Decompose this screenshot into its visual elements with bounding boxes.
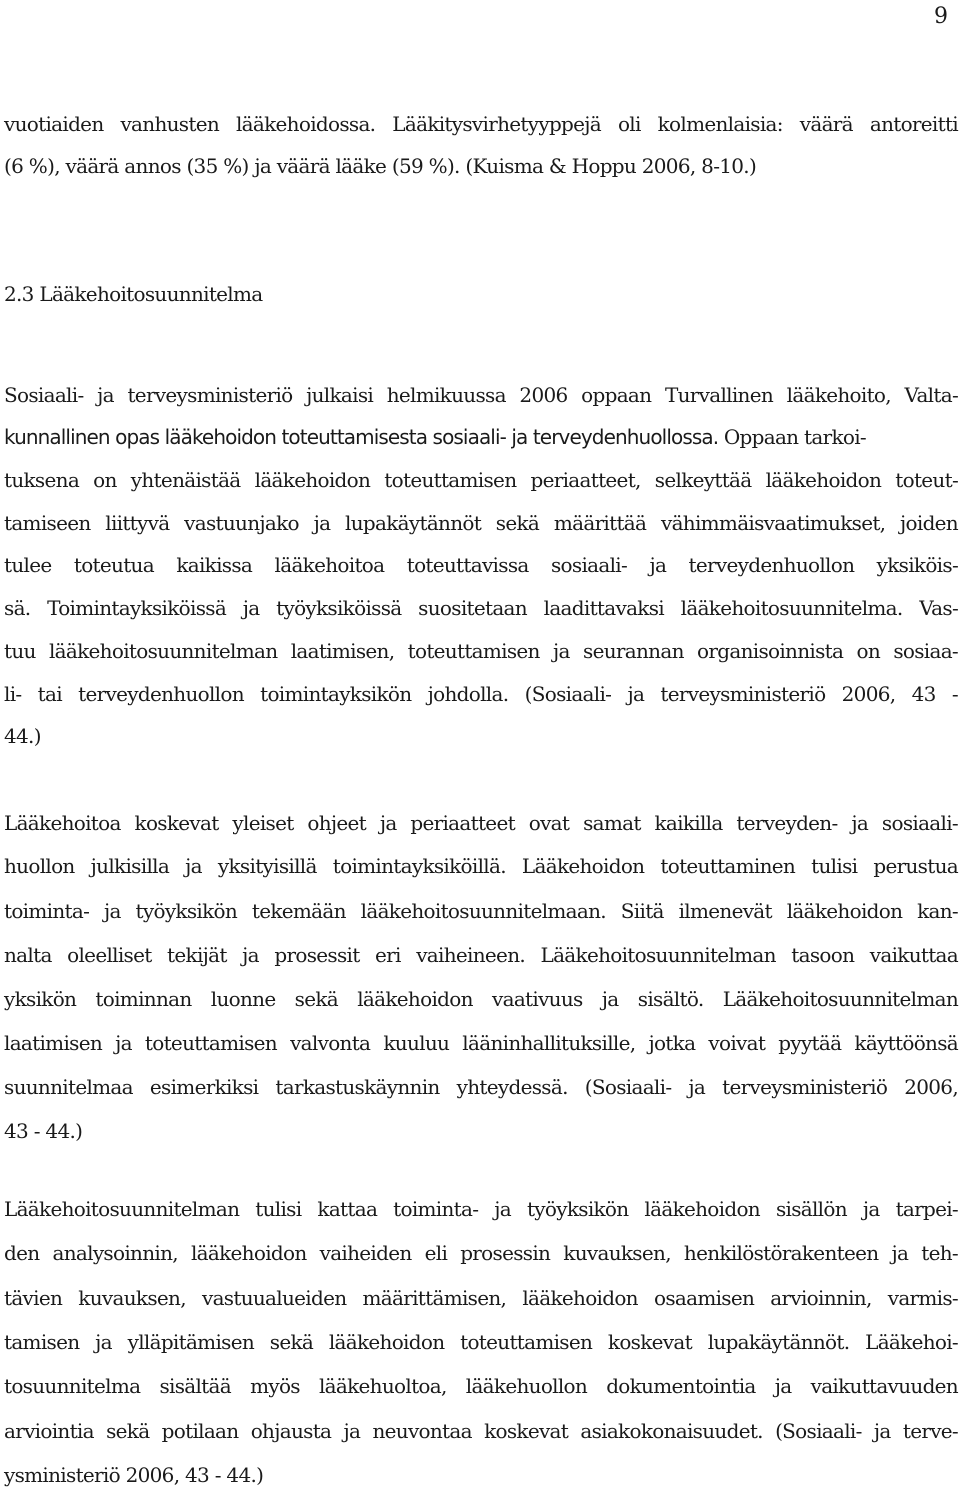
intro-line-1: vuotiaiden vanhusten lääkehoidossa. Lääkitysvirhetyyppejä oli kolmenlaisia: väärä antoreitti [4, 112, 958, 136]
paragraph2-line-6: laatimisen ja toteuttamisen valvonta kuuluu lääninhallituksille, jotka voivat pyytää käyttöönsä [4, 1031, 958, 1055]
paragraph2-line-2: huollon julkisilla ja yksityisillä toimintayksiköillä. Lääkehoidon toteuttaminen tulisi perustua [4, 854, 958, 878]
paragraph3-line-5: tosuunnitelma sisältää myös lääkehuoltoa, lääkehuollon dokumentointia ja vaikuttavuuden [4, 1374, 958, 1398]
paragraph1-line-7: tuu lääkehoitosuunnitelman laatimisen, toteuttamisen ja seurannan organisoinnista on sosiaa- [4, 639, 958, 663]
paragraph1-line-2 [4, 422, 958, 452]
section-heading: 2.3 Lääkehoitosuunnitelma [4, 282, 263, 306]
paragraph1-line-1: Sosiaali- ja terveysministeriö julkaisi helmikuussa 2006 oppaan Turvallinen lääkehoito, Valta- [4, 383, 958, 407]
paragraph1-line-3: tuksena on yhtenäistää lääkehoidon toteuttamisen periaatteet, selkeyttää lääkehoidon toteut- [4, 468, 958, 492]
paragraph1-line-2-continuation: Oppaan tarkoi- [718, 425, 866, 449]
paragraph3-line-4: tamisen ja ylläpitämisen sekä lääkehoidon toteuttamisen koskevat lupakäytännöt. Lääkehoi- [4, 1330, 958, 1354]
intro-line-2: (6 %), väärä annos (35 %) ja väärä lääke (59 %). (Kuisma & Hoppu 2006, 8-10.) [4, 154, 757, 178]
paragraph1-line-5: tulee toteutua kaikissa lääkehoitoa toteuttavissa sosiaali- ja terveydenhuollon yksiköis- [4, 553, 958, 577]
paragraph2-line-8: 43 - 44.) [4, 1119, 83, 1143]
publication-title: kunnallinen opas lääkehoidon toteuttamisesta sosiaali- ja terveydenhuollossa. [4, 425, 719, 449]
paragraph3-line-6: arviointia sekä potilaan ohjausta ja neuvontaa koskevat asiakokonaisuudet. (Sosiaali- ja terve- [4, 1419, 958, 1443]
page-number: 9 [934, 4, 948, 29]
paragraph2-line-1: Lääkehoitoa koskevat yleiset ohjeet ja periaatteet ovat samat kaikilla terveyden- ja sosiaali- [4, 811, 958, 835]
paragraph2-line-7: suunnitelmaa esimerkiksi tarkastuskäynnin yhteydessä. (Sosiaali- ja terveysministeriö 2006, [4, 1075, 958, 1099]
paragraph2-line-5: yksikön toiminnan luonne sekä lääkehoidon vaativuus ja sisältö. Lääkehoitosuunnitelman [4, 987, 958, 1011]
paragraph2-line-4: nalta oleelliset tekijät ja prosessit eri vaiheineen. Lääkehoitosuunnitelman tasoon vaikuttaa [4, 943, 958, 967]
paragraph3-line-3: tävien kuvauksen, vastuualueiden määrittämisen, lääkehoidon osaamisen arvioinnin, varmis- [4, 1286, 958, 1310]
paragraph3-line-7: ysministeriö 2006, 43 - 44.) [4, 1463, 264, 1487]
paragraph1-line-6: sä. Toimintayksiköissä ja työyksiköissä suositetaan laadittavaksi lääkehoitosuunnitelma. Vas- [4, 596, 958, 620]
paragraph3-line-1: Lääkehoitosuunnitelman tulisi kattaa toiminta- ja työyksikön lääkehoidon sisällön ja tarpei- [4, 1197, 958, 1221]
paragraph1-line-4: tamiseen liittyvä vastuunjako ja lupakäytännöt sekä määrittää vähimmäisvaatimukset, joiden [4, 511, 958, 535]
paragraph1-line-9: 44.) [4, 724, 41, 748]
paragraph2-line-3: toiminta- ja työyksikön tekemään lääkehoitosuunnitelmaan. Siitä ilmenevät lääkehoidon kan- [4, 899, 958, 923]
paragraph3-line-2: den analysoinnin, lääkehoidon vaiheiden eli prosessin kuvauksen, henkilöstörakenteen ja teh- [4, 1241, 958, 1265]
paragraph1-line-8: li- tai terveydenhuollon toimintayksikön johdolla. (Sosiaali- ja terveysministeriö 2006, 43 - [4, 682, 958, 706]
